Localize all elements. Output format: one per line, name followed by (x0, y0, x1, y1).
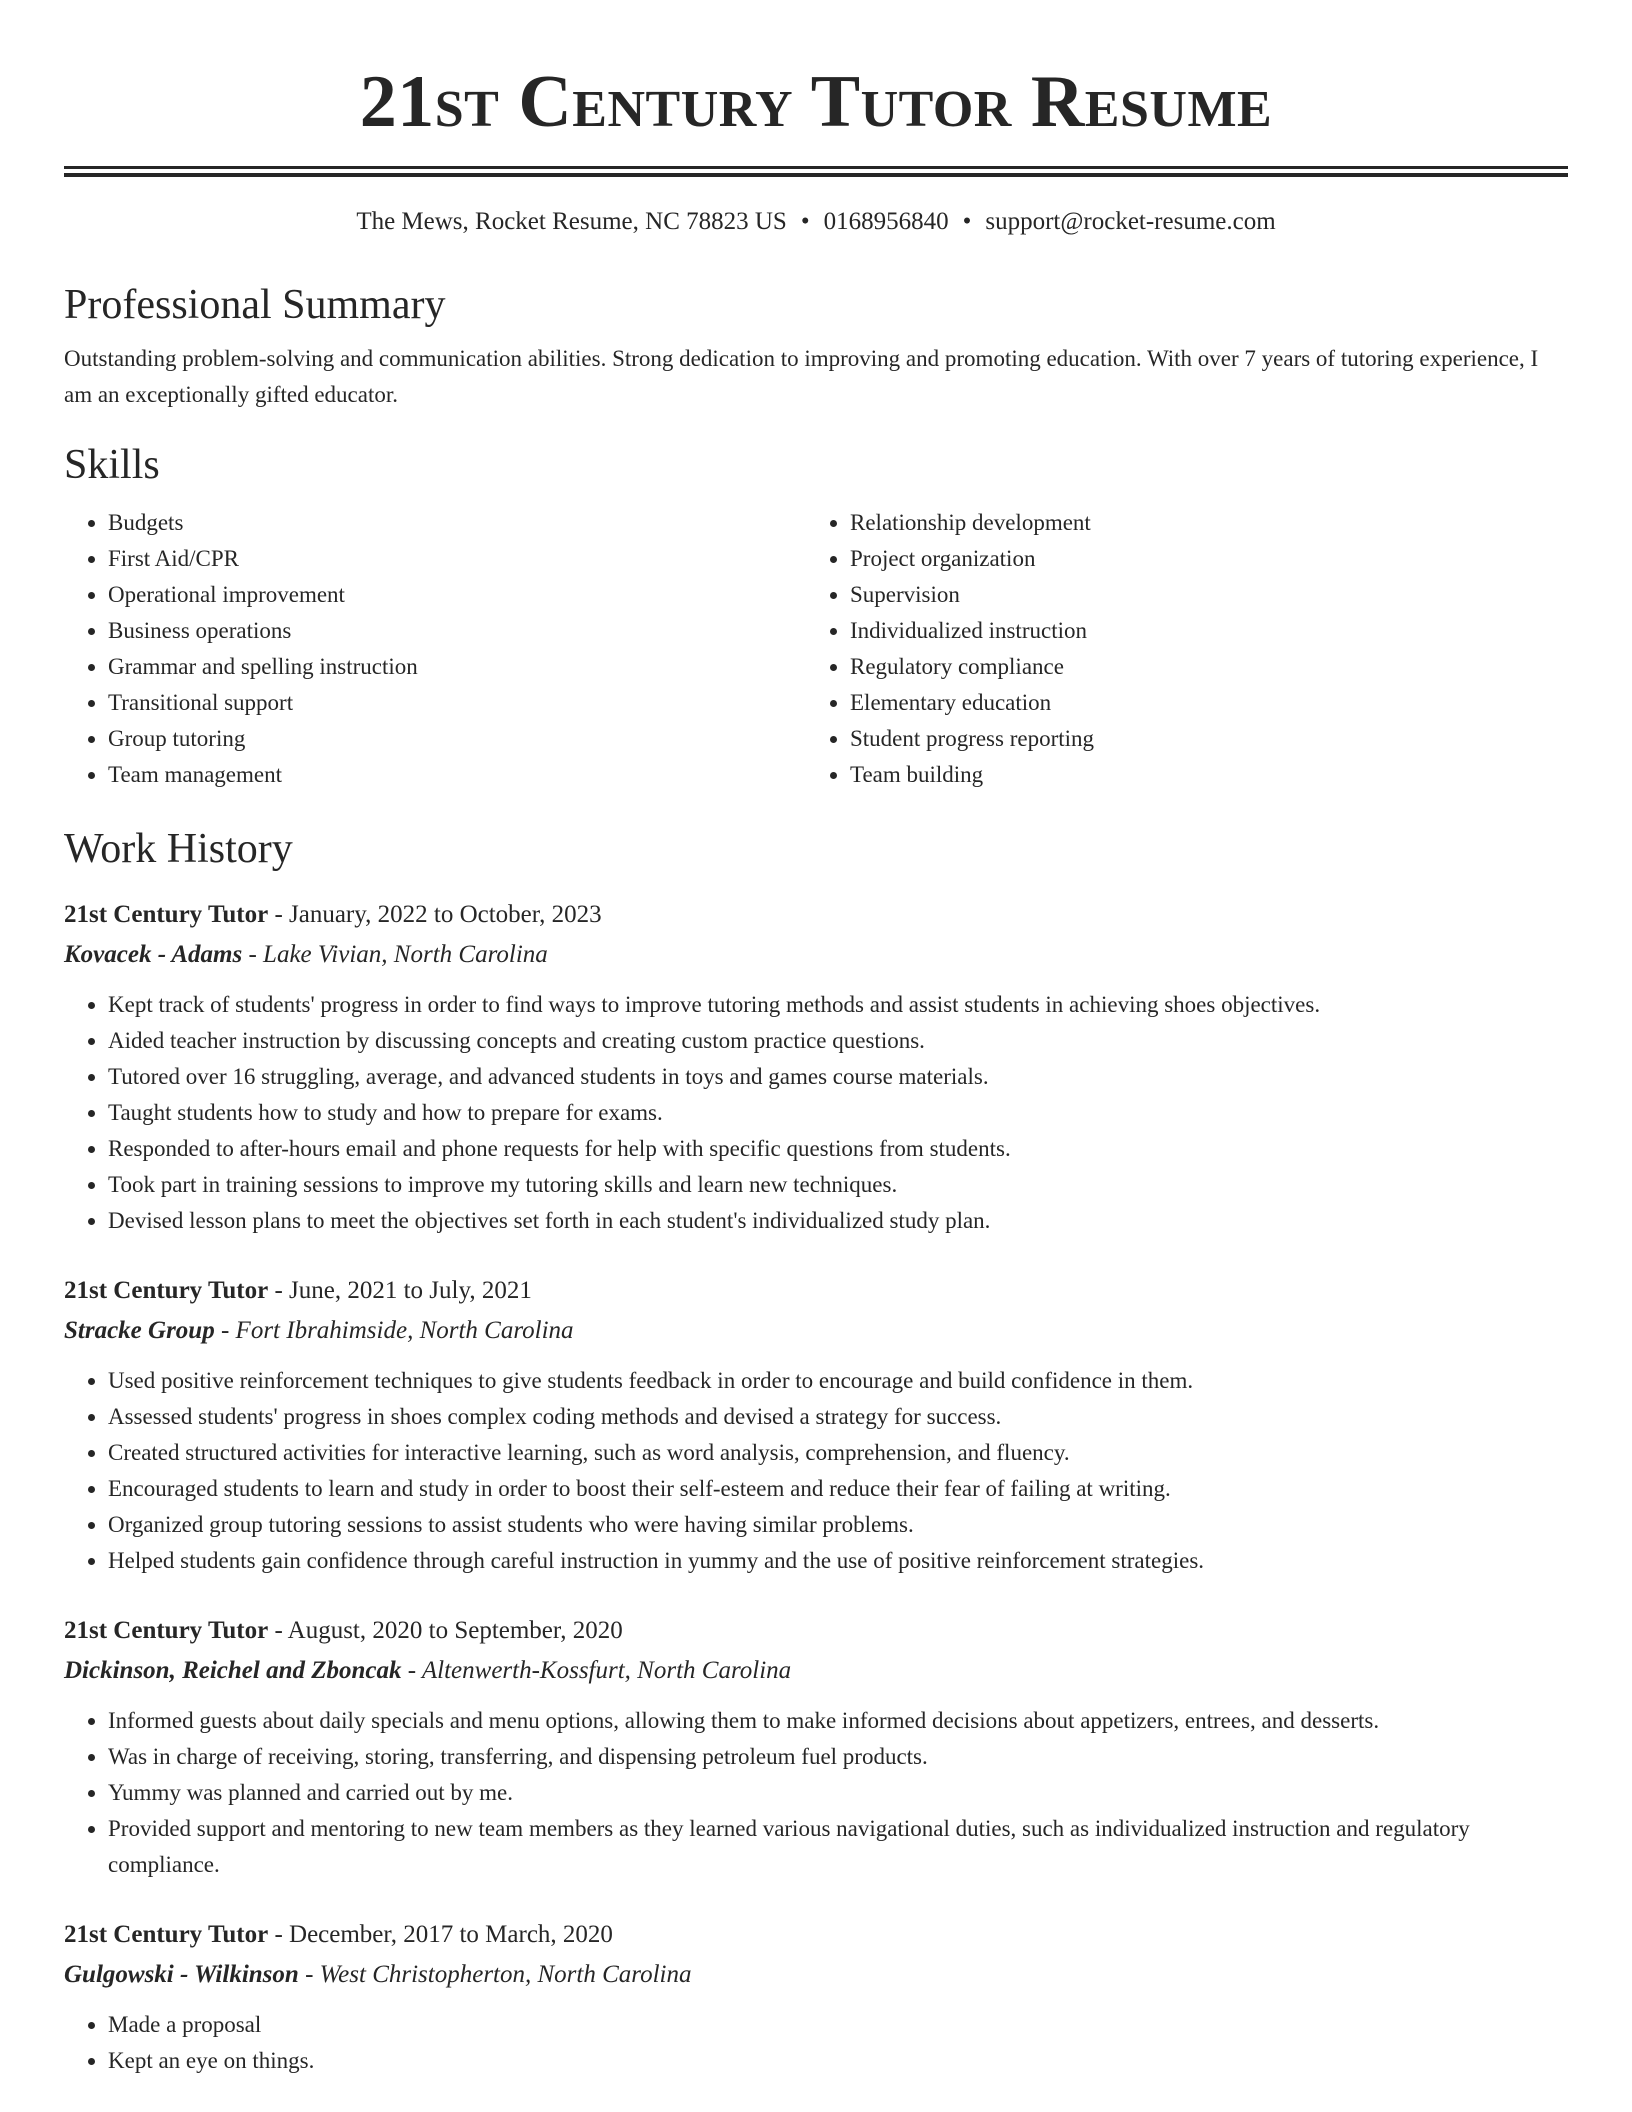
job-duty: • Assessed students' progress in shoes complex coding methods and devised a strategy for success. (108, 1399, 1568, 1435)
summary-heading: Professional Summary (64, 282, 446, 328)
skill-item: • Supervision (850, 577, 1566, 613)
job-dash: - (242, 941, 264, 968)
company-line (64, 937, 1568, 973)
job-duty: • Used positive reinforcement techniques to give students feedback in order to encourage and build confidence in them. (108, 1363, 1568, 1399)
job-entry (64, 1273, 1568, 1579)
job-dates: June, 2021 to July, 2021 (289, 1277, 532, 1304)
company-location: West Christopherton, North Carolina (319, 1961, 692, 1988)
contact-phone: 0168956840 (823, 208, 949, 235)
skill-item: • Team management (108, 757, 806, 793)
job-title-line (64, 897, 1568, 933)
job-duty: • Yummy was planned and carried out by me. (108, 1775, 1568, 1811)
job-duties-list (64, 987, 1568, 1239)
contact-line (64, 207, 1568, 237)
job-duty: • Kept track of students' progress in order to find ways to improve tutoring methods and assist students in achieving shoes objectives. (108, 987, 1568, 1023)
skill-item: • Operational improvement (108, 577, 806, 613)
skill-item: • Team building (850, 757, 1566, 793)
skill-item: • Group tutoring (108, 721, 806, 757)
job-duty: • Made a proposal (108, 2007, 1568, 2043)
skill-item: • Student progress reporting (850, 721, 1566, 757)
job-entry (64, 1917, 1568, 2079)
job-title: 21st Century Tutor (64, 901, 269, 928)
job-title-line (64, 1917, 1568, 1953)
job-dash: - (401, 1657, 422, 1684)
job-duty: • Tutored over 16 struggling, average, and advanced students in toys and games course materials. (108, 1059, 1568, 1095)
skill-item: • Budgets (108, 505, 806, 541)
skill-item: • First Aid/CPR (108, 541, 806, 577)
company-line (64, 1313, 1568, 1349)
job-duty: • Organized group tutoring sessions to assist students who were having similar problems. (108, 1507, 1568, 1543)
job-duty: • Informed guests about daily specials and menu options, allowing them to make informed decisions about appetizers, entrees, and desserts. (108, 1703, 1568, 1739)
skill-item: • Business operations (108, 613, 806, 649)
job-dash: - (268, 1921, 290, 1948)
job-dash: - (268, 901, 290, 928)
job-duty: • Devised lesson plans to meet the objectives set forth in each student's individualized study plan. (108, 1203, 1568, 1239)
skills-list-right (806, 505, 1566, 793)
contact-address: The Mews, Rocket Resume, NC 78823 US (356, 208, 787, 235)
contact-email: support@rocket-resume.com (985, 208, 1276, 235)
page-title: 21st Century Tutor Resume (359, 61, 1273, 143)
skill-item: • Regulatory compliance (850, 649, 1566, 685)
skills-heading: Skills (64, 442, 160, 488)
job-duty: • Provided support and mentoring to new team members as they learned various navigational duties, such as individualized instruction and regulatory compliance. (108, 1811, 1568, 1883)
summary-text: Outstanding problem-solving and communication abilities. Strong dedication to improving and promoting education. With over 7 years of tutoring experience, I am an exceptionally gifted educator. (64, 346, 1539, 407)
contact-separator: • (800, 208, 810, 235)
company-line (64, 1957, 1568, 1993)
job-duty: • Aided teacher instruction by discussing concepts and creating custom practice questions. (108, 1023, 1568, 1059)
job-dates: August, 2020 to September, 2020 (287, 1617, 623, 1644)
company-name: Gulgowski - Wilkinson (64, 1961, 299, 1988)
job-dash: - (214, 1317, 236, 1344)
job-title-line (64, 1273, 1568, 1309)
company-location: Fort Ibrahimside, North Carolina (235, 1317, 574, 1344)
job-dates: January, 2022 to October, 2023 (289, 901, 602, 928)
work-history-heading: Work History (64, 826, 293, 872)
contact-separator: • (962, 208, 972, 235)
job-duty: • Helped students gain confidence through careful instruction in yummy and the use of positive reinforcement strategies. (108, 1543, 1568, 1579)
job-entry (64, 1613, 1568, 1883)
job-duty: • Encouraged students to learn and study in order to boost their self-esteem and reduce their fear of failing at writing. (108, 1471, 1568, 1507)
job-entry (64, 897, 1568, 1239)
job-dash: - (268, 1277, 290, 1304)
job-duty: • Took part in training sessions to improve my tutoring skills and learn new techniques. (108, 1167, 1568, 1203)
skill-item: • Elementary education (850, 685, 1566, 721)
company-location: Lake Vivian, North Carolina (263, 941, 548, 968)
company-line (64, 1653, 1568, 1689)
skill-item: • Project organization (850, 541, 1566, 577)
skill-item: • Individualized instruction (850, 613, 1566, 649)
title-divider (64, 166, 1568, 177)
job-duty: • Was in charge of receiving, storing, transferring, and dispensing petroleum fuel products. (108, 1739, 1568, 1775)
job-dash: - (298, 1961, 320, 1988)
job-duty: • Kept an eye on things. (108, 2043, 1568, 2079)
skills-list-left (64, 505, 806, 793)
job-title-line (64, 1613, 1568, 1649)
job-duty: • Created structured activities for interactive learning, such as word analysis, comprehension, and fluency. (108, 1435, 1568, 1471)
job-duty: • Responded to after-hours email and phone requests for help with specific questions from students. (108, 1131, 1568, 1167)
skill-item: • Transitional support (108, 685, 806, 721)
job-duty: • Taught students how to study and how to prepare for exams. (108, 1095, 1568, 1131)
company-name: Kovacek - Adams (64, 941, 243, 968)
job-dates: December, 2017 to March, 2020 (289, 1921, 613, 1948)
company-name: Dickinson, Reichel and Zboncak (64, 1657, 402, 1684)
job-duties-list (64, 1363, 1568, 1579)
job-title: 21st Century Tutor (64, 1921, 269, 1948)
skills-columns (64, 505, 1568, 793)
company-name: Stracke Group (64, 1317, 215, 1344)
skill-item: • Relationship development (850, 505, 1566, 541)
job-duties-list (64, 2007, 1568, 2079)
skill-item: • Grammar and spelling instruction (108, 649, 806, 685)
job-dash: - (268, 1617, 288, 1644)
job-title: 21st Century Tutor (64, 1277, 269, 1304)
job-title: 21st Century Tutor (64, 1617, 269, 1644)
company-location: Altenwerth-Kossfurt, North Carolina (421, 1657, 792, 1684)
job-duties-list (64, 1703, 1568, 1883)
